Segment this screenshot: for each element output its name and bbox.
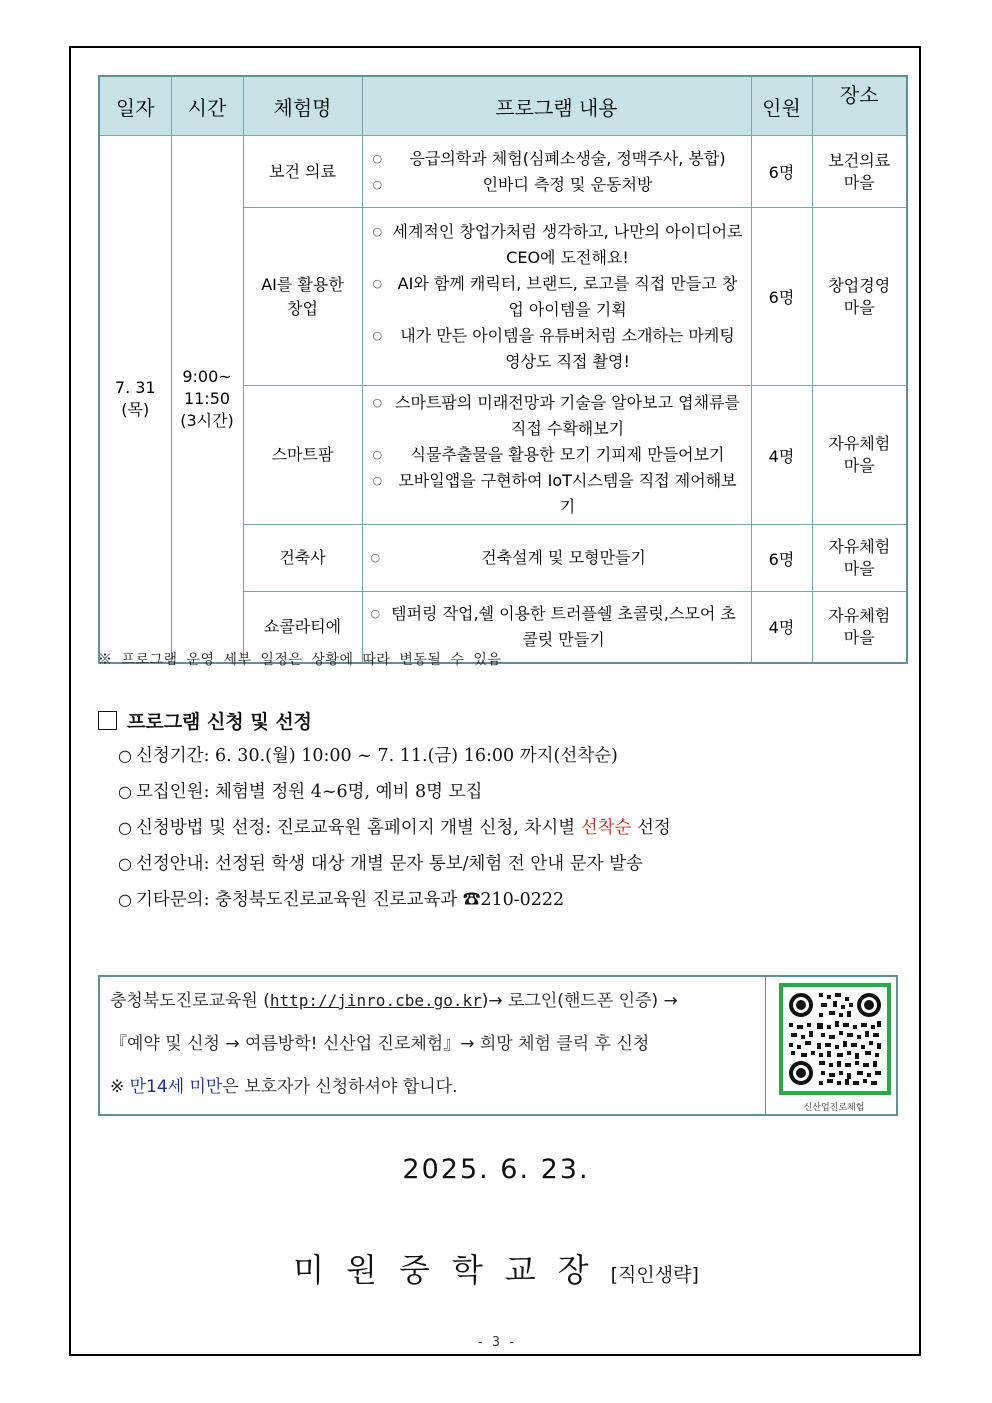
info-line: 『예약 및 신청 → 여름방학! 신산업 진로체험』→ 희망 체험 클릭 후 신청 — [110, 1034, 650, 1054]
bullet-inquiry — [118, 882, 671, 918]
circle-bullet-icon: ○ — [118, 854, 132, 873]
checkbox-square-icon — [98, 711, 117, 730]
bullet-notice — [118, 846, 671, 882]
place-line: 창업경영 — [828, 275, 891, 295]
place-line: 보건의료 — [828, 150, 891, 170]
circle-bullet-icon: ○ — [118, 782, 132, 801]
bullet-recruitment — [118, 774, 671, 810]
section-title-text: 프로그램 신청 및 선정 — [127, 711, 313, 733]
program-name: 스마트팜 — [243, 386, 362, 525]
place-line: 마을 — [843, 172, 875, 192]
program-content — [362, 386, 751, 525]
content-item: ○ 스마트팜의 미래전망과 기술을 알아보고 엽채류를 직접 수확해보기 — [371, 390, 743, 442]
program-content — [362, 208, 751, 386]
content-item: ○ 건축설계 및 모형만들기 — [371, 545, 743, 571]
program-name — [243, 208, 362, 386]
content-item: ○ 세계적인 창업가처럼 생각하고, 나만의 아이디어로 CEO에 도전해요! — [371, 219, 743, 271]
place-line: 자유체험 — [828, 537, 891, 556]
program-table — [98, 75, 908, 664]
info-line — [110, 1073, 765, 1116]
circle-bullet-icon: ○ — [118, 746, 132, 765]
bullet-text: 모집인원: 체험별 정원 4~6명, 예비 8명 모집 — [135, 782, 483, 802]
program-name: 쇼콜라티에 — [243, 592, 362, 663]
date-line: 7. 31 — [114, 377, 156, 397]
program-count: 4명 — [751, 592, 812, 663]
first-come-highlight: 선착순 — [580, 818, 632, 838]
program-name: 건축사 — [243, 525, 362, 592]
program-place — [812, 208, 907, 386]
circle-bullet-icon: ○ — [118, 890, 132, 909]
header-time: 시간 — [171, 76, 243, 136]
bullet-method — [118, 810, 671, 846]
program-count: 6명 — [751, 208, 812, 386]
qr-code-icon — [783, 987, 887, 1091]
header-count: 인원 — [751, 76, 812, 136]
bullet-text: 선정 — [631, 818, 671, 838]
name-line: 창업 — [287, 298, 318, 318]
bullet-text: 신청기간: 6. 30.(월) 10:00 ~ 7. 11.(금) 16:00 까지(선착순) — [135, 746, 618, 766]
place-line: 자유체험 — [828, 434, 891, 453]
content-item: ○ 모바일앱을 구현하여 IoT시스템을 직접 제어해보기 — [371, 468, 743, 520]
place-line: 자유체험 — [828, 605, 891, 625]
header-content: 프로그램 내용 — [362, 76, 751, 136]
document-date: 2025. 6. 23. — [402, 1154, 590, 1185]
place-line: 마을 — [843, 297, 875, 317]
program-place — [812, 592, 907, 663]
circle-bullet-icon: ○ — [118, 818, 132, 837]
time-duration: (3시간) — [180, 410, 234, 430]
place-line: 마을 — [843, 456, 875, 475]
bullet-text: 선정안내: 선정된 학생 대상 개별 문자 통보/체험 전 안내 문자 발송 — [135, 854, 643, 874]
program-place — [812, 525, 907, 592]
program-count: 4명 — [751, 386, 812, 525]
place-line: 마을 — [843, 559, 875, 578]
info-line — [110, 987, 765, 1030]
qr-caption: 신산업진로체험 — [803, 1103, 865, 1113]
schedule-note: ※ 프로그램 운영 세부 일정은 상황에 따라 변동될 수 있음 — [98, 652, 502, 668]
time-end: 11:50 — [183, 388, 231, 408]
info-text-part: 은 보호자가 신청하셔야 합니다. — [222, 1077, 458, 1097]
content-item: ○ 응급의학과 체험(심폐소생술, 정맥주사, 봉합) — [371, 146, 743, 172]
table-header-row — [99, 76, 907, 136]
place-line: 마을 — [843, 627, 875, 647]
program-place — [812, 136, 907, 208]
header-name: 체험명 — [243, 76, 362, 136]
table-row — [99, 136, 907, 208]
content-item: ○ AI와 함께 캐릭터, 브랜드, 로고를 직접 만들고 창업 아이템을 기획 — [371, 271, 743, 323]
header-place: 장소 — [812, 76, 907, 136]
program-content — [362, 136, 751, 208]
program-place — [812, 386, 907, 525]
program-name: 보건 의료 — [243, 136, 362, 208]
program-count: 6명 — [751, 136, 812, 208]
program-content — [362, 525, 751, 592]
website-link[interactable]: http://jinro.cbe.go.kr — [269, 991, 482, 1010]
application-info-box — [98, 975, 898, 1116]
age-highlight: 만14세 미만 — [129, 1077, 223, 1097]
info-text-part: )→ 로그인(핸드폰 인증) → — [481, 991, 678, 1011]
header-date: 일자 — [99, 76, 171, 136]
note-mark: ※ — [110, 1077, 130, 1097]
info-text — [100, 977, 766, 1114]
date-cell — [99, 136, 171, 663]
content-item: ○ 내가 만든 아이템을 유튜버처럼 소개하는 마케팅 영상도 직접 촬영! — [371, 323, 743, 375]
program-count: 6명 — [751, 525, 812, 592]
info-text-part: 충청북도진로교육원 ( — [110, 991, 270, 1011]
weekday-line: (목) — [121, 399, 150, 419]
content-item: ○ 식물추출물을 활용한 모기 기피제 만들어보기 — [371, 442, 743, 468]
time-cell — [171, 136, 243, 663]
bullet-text: 신청방법 및 선정: 진로교육원 홈페이지 개별 신청, 차시별 — [135, 818, 581, 838]
page-number: - 3 - — [476, 1335, 516, 1350]
name-line: AI를 활용한 — [261, 274, 344, 294]
bullet-application-period — [118, 738, 671, 774]
time-start: 9:00~ — [182, 366, 232, 386]
content-item: ○ 템퍼링 작업,쉘 이용한 트러플쉘 초콜릿,스모어 초콜릿 만들기 — [371, 601, 743, 653]
bullet-text: 기타문의: 충청북도진로교육원 진로교육과 ☎210-0222 — [135, 890, 565, 910]
signature-block — [0, 1245, 992, 1291]
school-principal: 미원중학교장 — [293, 1251, 611, 1289]
section-title — [98, 707, 312, 734]
seal-omitted: [직인생략] — [610, 1264, 699, 1286]
qr-code[interactable] — [779, 983, 891, 1095]
application-bullets — [118, 738, 671, 918]
content-item: ○ 인바디 측정 및 운동처방 — [371, 172, 743, 198]
